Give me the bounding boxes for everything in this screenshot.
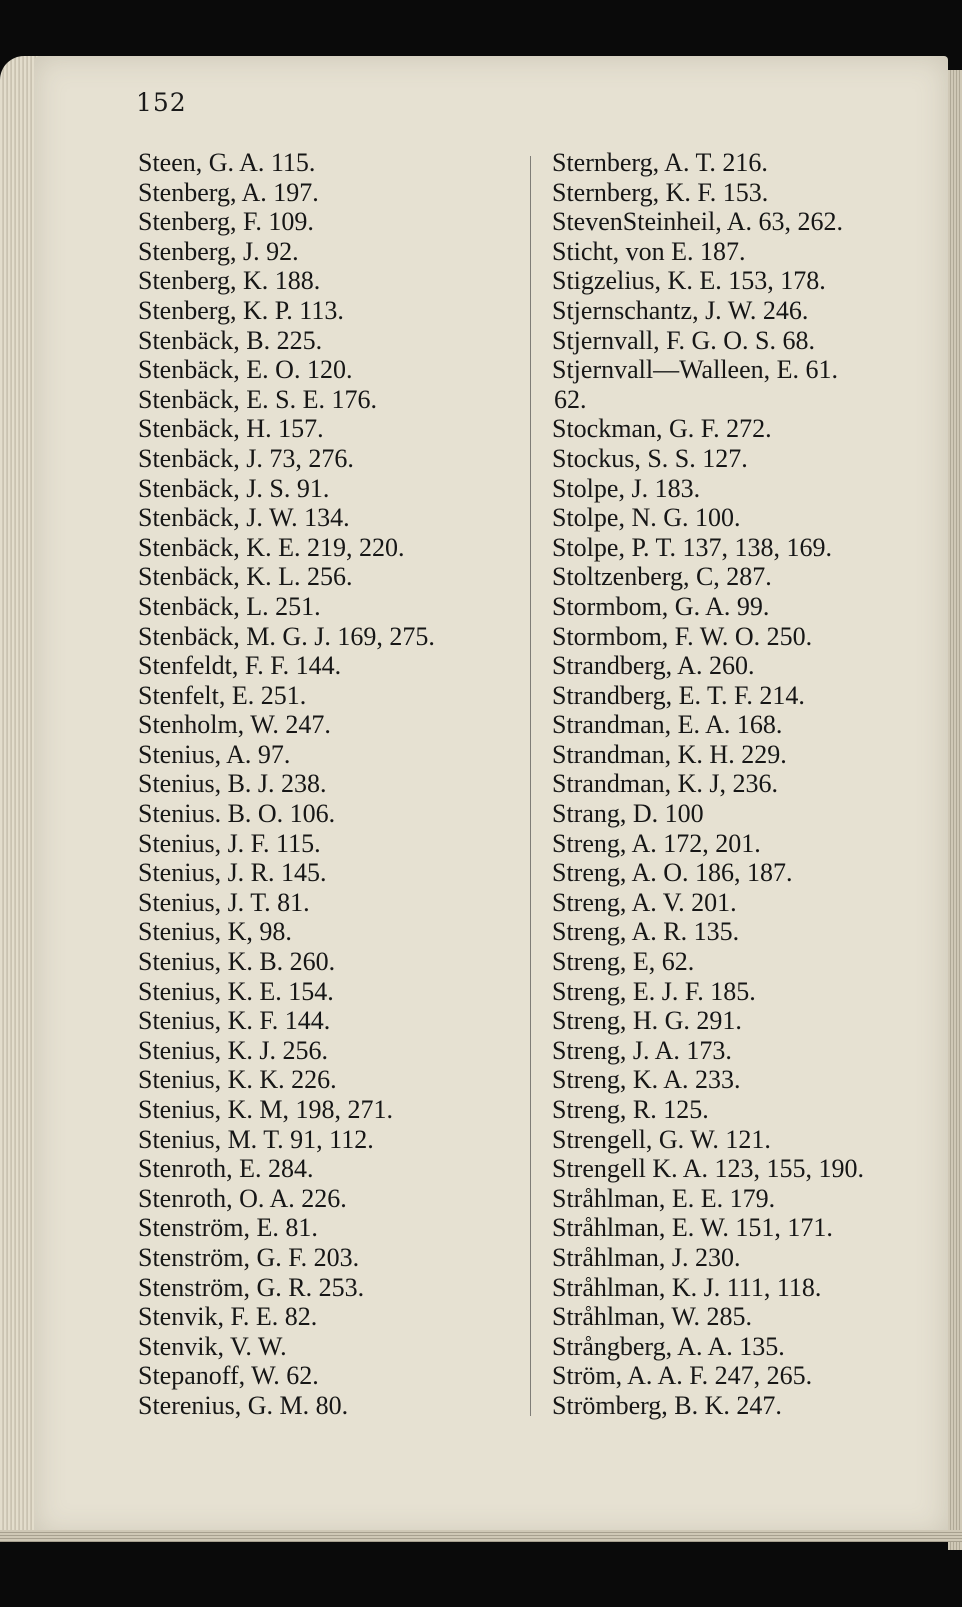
index-entry: Stenbäck, H. 157. (138, 414, 324, 444)
index-column-left (138, 148, 518, 1421)
index-entry: Stenius, J. T. 81. (138, 887, 310, 917)
index-entry: Sterenius, G. M. 80. (138, 1390, 349, 1420)
index-entry: Stenius, K, 98. (138, 917, 292, 947)
index-entry: Streng, E, 62. (552, 947, 695, 977)
index-entry: Stolpe, J. 183. (552, 473, 701, 503)
index-entry: Stenberg, A. 197. (138, 177, 319, 207)
column-divider (530, 156, 531, 1416)
index-entry: Stenbäck, K. E. 219, 220. (138, 532, 405, 562)
index-entry: Ström, A. A. F. 247, 265. (552, 1361, 813, 1391)
index-entry: Stenius, A. 97. (138, 739, 291, 769)
index-entry: Stockus, S. S. 127. (552, 443, 748, 473)
index-entry: Stenius, K. K. 226. (138, 1065, 337, 1095)
index-entry: Stenbäck, E. O. 120. (138, 355, 353, 385)
index-entry: Stjernvall—Walleen, E. 61. (552, 355, 838, 385)
index-entry: Stenbäck, J. W. 134. (138, 503, 350, 533)
index-entry: Streng, A. 172, 201. (552, 828, 761, 858)
index-entry: Stenberg, K. 188. (138, 266, 321, 296)
index-entry: Streng, A. V. 201. (552, 887, 737, 917)
index-entry: Sticht, von E. 187. (552, 236, 746, 266)
index-entry: Stenbäck, K. L. 256. (138, 562, 353, 592)
index-entry: Stolpe, P. T. 137, 138, 169. (552, 532, 833, 562)
index-entry: Strångberg, A. A. 135. (552, 1331, 785, 1361)
index-entry: Stoltzenberg, C, 287. (552, 562, 772, 592)
index-entry: Stenfelt, E. 251. (138, 680, 307, 710)
index-entry: Stenbäck, L. 251. (138, 591, 321, 621)
index-entry: Streng, A. R. 135. (552, 917, 740, 947)
index-entry: Stormbom, G. A. 99. (552, 591, 770, 621)
index-entry-continuation: 62. (554, 384, 587, 414)
index-entry: Strömberg, B. K. 247. (552, 1390, 782, 1420)
index-entry: Stenbäck, E. S. E. 176. (138, 384, 378, 414)
index-entry: Stormbom, F. W. O. 250. (552, 621, 813, 651)
index-entry: Stråhlman, J. 230. (552, 1242, 741, 1272)
index-entry: Strengell, G. W. 121. (552, 1124, 771, 1154)
index-entry: StevenSteinheil, A. 63, 262. (552, 207, 844, 237)
index-entry: Strandberg, A. 260. (552, 651, 755, 681)
index-entry: Stenius, M. T. 91, 112. (138, 1124, 374, 1154)
index-entry: Stenius, B. J. 238. (138, 769, 327, 799)
index-entry: Sternberg, A. T. 216. (552, 148, 768, 177)
index-entry: Stenius, K. J. 256. (138, 1035, 328, 1065)
index-entry: Strandman, K. J, 236. (552, 769, 779, 799)
index-entry: Streng, K. A. 233. (552, 1065, 741, 1095)
index-entry: Steen, G. A. 115. (138, 148, 316, 177)
index-entry: Stråhlman, E. E. 179. (552, 1183, 776, 1213)
index-entry: Strang, D. 100 (552, 799, 704, 829)
index-entry: Stråhlman, E. W. 151, 171. (552, 1213, 833, 1243)
index-entry: Streng, R. 125. (552, 1095, 709, 1124)
index-entry: Sternberg, K. F. 153. (552, 177, 769, 207)
index-entry: Stenroth, E. 284. (138, 1154, 314, 1184)
index-entry: Stenfeldt, F. F. 144. (138, 651, 342, 681)
index-entry: Stenström, E. 81. (138, 1213, 318, 1243)
index-entry: Stenbäck, J. 73, 276. (138, 443, 354, 473)
index-entry: Strandman, K. H. 229. (552, 739, 787, 769)
book-page-edges-bottom (0, 1530, 962, 1542)
index-entry: Stenbäck, B. 225. (138, 325, 323, 355)
index-entry: Stepanoff, W. 62. (138, 1361, 319, 1391)
index-entry: Stenvik, F. E. 82. (138, 1302, 318, 1332)
index-entry: Stenström, G. F. 203. (138, 1242, 360, 1272)
index-entry: Stenvik, V. W. (138, 1331, 287, 1361)
index-entry: Stenström, G. R. 253. (138, 1272, 365, 1302)
index-column-right (552, 148, 932, 1421)
index-entry: Strandman, E. A. 168. (552, 710, 783, 740)
book-page-edges-right (948, 70, 962, 1550)
index-entry: Stenius, K. M, 198, 271. (138, 1095, 393, 1124)
index-entry: Stenholm, W. 247. (138, 710, 331, 740)
index-entry: Stenius, K. B. 260. (138, 947, 336, 977)
index-entry: Stjernschantz, J. W. 246. (552, 295, 809, 325)
index-entry: Stolpe, N. G. 100. (552, 503, 741, 533)
index-entry: Stenius, J. R. 145. (138, 858, 327, 888)
index-entry: Streng, J. A. 173. (552, 1035, 732, 1065)
page-number: 152 (136, 88, 187, 117)
index-entry: Stråhlman, K. J. 111, 118. (552, 1272, 822, 1302)
index-entry: Stenbäck, J. S. 91. (138, 473, 330, 503)
index-entry: Stenius, K. E. 154. (138, 976, 334, 1006)
index-entry: Stenius, K. F. 144. (138, 1006, 331, 1036)
index-entry: Stenroth, O. A. 226. (138, 1183, 347, 1213)
index-entry: Stråhlman, W. 285. (552, 1302, 753, 1332)
index-entry: Streng, A. O. 186, 187. (552, 858, 793, 888)
index-entry: Stockman, G. F. 272. (552, 414, 772, 444)
index-entry: Stjernvall, F. G. O. S. 68. (552, 325, 815, 355)
index-entry: Stenius. B. O. 106. (138, 799, 336, 829)
index-entry: Strandberg, E. T. F. 214. (552, 680, 805, 710)
index-entry: Strengell K. A. 123, 155, 190. (552, 1154, 864, 1184)
index-entry: Stenberg, K. P. 113. (138, 295, 344, 325)
index-entry: Stigzelius, K. E. 153, 178. (552, 266, 826, 296)
index-entry: Streng, E. J. F. 185. (552, 976, 756, 1006)
index-entry: Stenbäck, M. G. J. 169, 275. (138, 621, 435, 651)
index-entry: Stenberg, F. 109. (138, 207, 314, 237)
index-entry: Streng, H. G. 291. (552, 1006, 742, 1036)
index-entry: Stenberg, J. 92. (138, 236, 299, 266)
index-entry: Stenius, J. F. 115. (138, 828, 321, 858)
